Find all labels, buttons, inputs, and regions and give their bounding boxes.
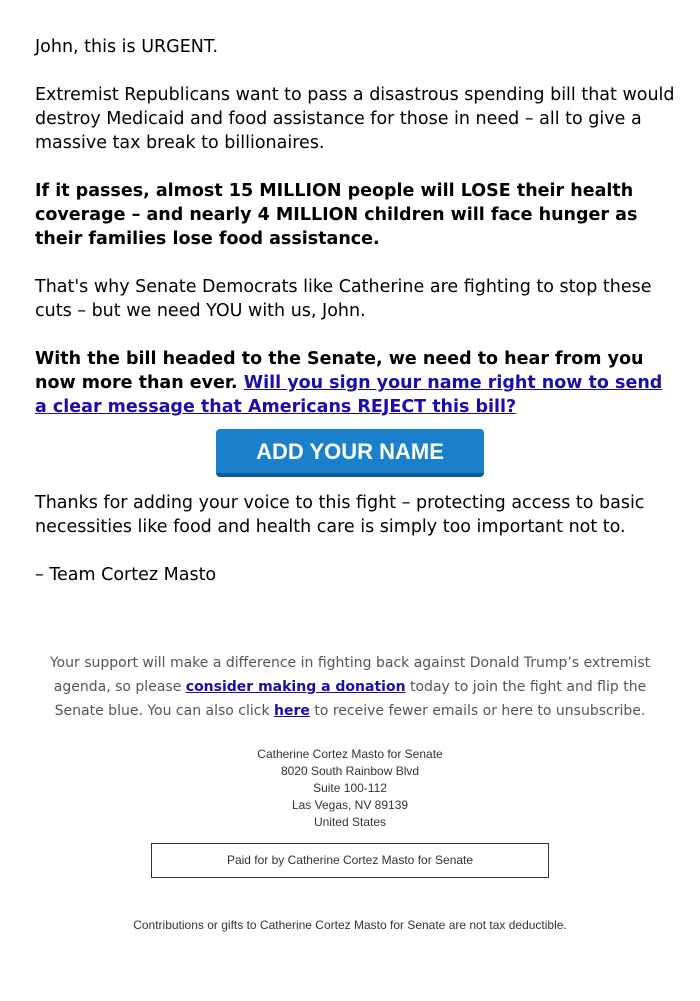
impact-paragraph: If it passes, almost 15 MILLION people will LOSE their health coverage – and nearly 4 MILLION children will face hunger as their families lose food assistance.	[35, 181, 638, 249]
blurb-text-1: Your support will make a difference in fighting back against Donald Trump’s extremist agenda, so please	[49, 655, 651, 695]
thanks-paragraph: Thanks for adding your voice to this fight – protecting access to basic necessities like food and health care is simply too important not to.	[35, 493, 645, 537]
paid-for-box: Paid for by Catherine Cortez Masto for Senate	[151, 843, 549, 878]
address-suite: Suite 100-112	[313, 781, 387, 795]
button-container	[35, 429, 665, 477]
fewer-emails-link[interactable]: here	[274, 703, 310, 719]
greeting: John, this is URGENT.	[35, 37, 219, 57]
address-country: United States	[313, 815, 387, 829]
footer-blurb-section	[0, 651, 700, 723]
blurb-text-2: today to join the fight and flip the Senate blue. You can also click	[54, 679, 647, 719]
address-city: Las Vegas, NV 89139	[291, 798, 409, 812]
donation-link[interactable]: consider making a donation	[185, 679, 406, 695]
tax-disclaimer: Contributions or gifts to Catherine Cortez Masto for Senate are not tax deductible.	[133, 918, 567, 932]
blurb-text-3: to receive fewer emails or here to unsubscribe.	[309, 703, 646, 719]
sign-name-link[interactable]: Will you sign your name right now to send a clear message that Americans REJECT this bill?	[35, 373, 663, 417]
democrats-paragraph: That's why Senate Democrats like Catherine are fighting to stop these cuts – but we need YOU with us, John.	[35, 277, 652, 321]
senate-urgency-text: With the bill headed to the Senate, we need to hear from you now more than ever.	[35, 349, 644, 393]
call-to-action-paragraph	[35, 347, 675, 419]
email-body	[35, 35, 675, 611]
mailing-address	[0, 746, 700, 831]
footer-blurb	[40, 651, 660, 723]
address-street: 8020 South Rainbow Blvd	[280, 764, 420, 778]
intro-paragraph: Extremist Republicans want to pass a disastrous spending bill that would destroy Medicaid and food assistance for those in need – all to give a massive tax break to billionaires.	[35, 85, 675, 153]
address-org: Catherine Cortez Masto for Senate	[257, 747, 443, 761]
add-your-name-button[interactable]: ADD YOUR NAME	[216, 429, 484, 477]
signoff: – Team Cortez Masto	[35, 565, 217, 585]
